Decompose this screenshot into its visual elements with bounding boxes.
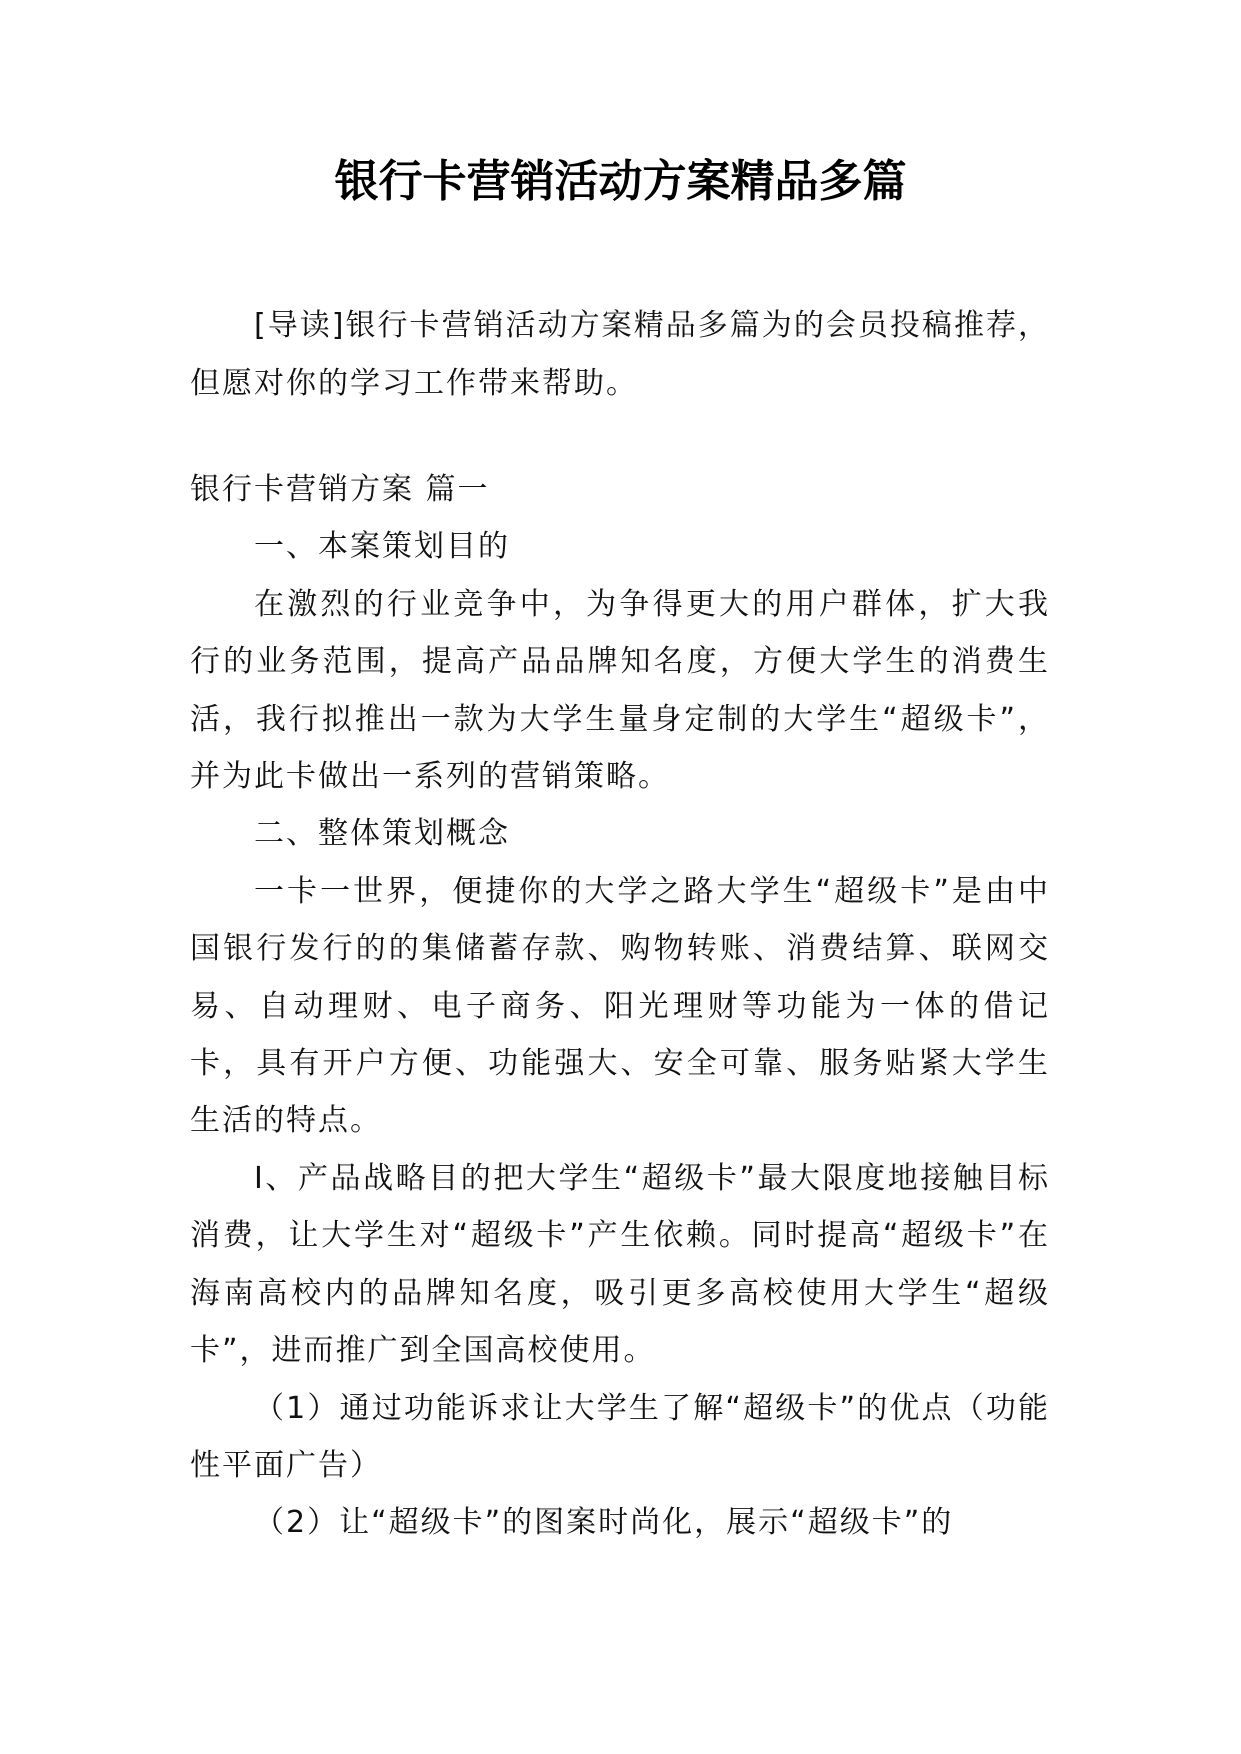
subheading-purpose: 一、本案策划目的 (254, 529, 510, 565)
paragraph-strategy: Ⅰ、产品战略目的把大学生“超级卡”最大限度地接触目标消费，让大学生对“超级卡”产生依赖。同时提高“超级卡”在海南高校内的品牌知名度，吸引更多高校使用大学生“超级卡”，进而推广到全国高校使用。 (190, 1160, 1050, 1369)
main-body (190, 461, 1050, 1552)
list-item-2: （2）让“超级卡”的图案时尚化，展示“超级卡”的 (254, 1505, 954, 1541)
subheading-concept: 二、整体策划概念 (254, 816, 510, 852)
intro-paragraph: [导读]银行卡营销活动方案精品多篇为的会员投稿推荐，但愿对你的学习工作带来帮助。 (190, 308, 1050, 401)
document-title: 银行卡营销活动方案精品多篇 (334, 156, 907, 207)
list-item-1: （1）通过功能诉求让大学生了解“超级卡”的优点（功能性平面广告） (190, 1390, 1050, 1483)
paragraph-purpose: 在激烈的行业竞争中，为争得更大的用户群体，扩大我行的业务范围，提高产品品牌知名度，方便大学生的消费生活，我行拟推出一款为大学生量身定制的大学生“超级卡”，并为此卡做出一系列的营销策略。 (190, 586, 1050, 795)
section-heading: 银行卡营销方案 篇一 (190, 472, 490, 507)
paragraph-concept: 一卡一世界，便捷你的大学之路大学生“超级卡”是由中国银行发行的的集储蓄存款、购物转账、消费结算、联网交易、自动理财、电子商务、阳光理财等功能为一体的借记卡，具有开户方便、功能强大、安全可靠、服务贴紧大学生生活的特点。 (190, 873, 1050, 1139)
intro-block (190, 297, 1050, 413)
